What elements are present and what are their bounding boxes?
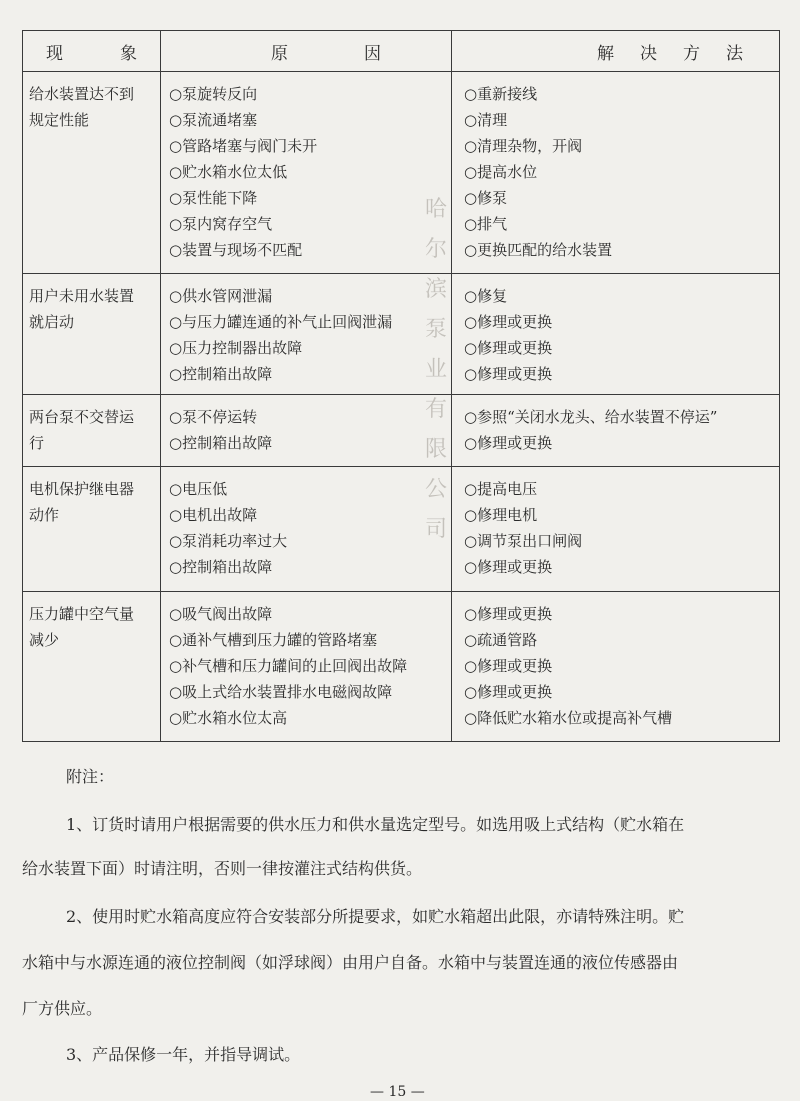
solution-cell: [452, 592, 780, 742]
solution-cell-line: ○修理或更换: [464, 313, 553, 331]
solution-cell-line: ○修理或更换: [464, 558, 553, 576]
watermark-char: 尔: [424, 237, 447, 262]
table-row: [23, 467, 780, 592]
table-row: [23, 592, 780, 742]
symptom-cell: [23, 467, 161, 592]
cause-cell: [161, 395, 452, 467]
solution-cell: [452, 467, 780, 592]
watermark-char: 泵: [424, 317, 447, 342]
solution-cell-line: ○修复: [464, 287, 508, 305]
solution-cell: [452, 395, 780, 467]
cause-cell-line: ○泵内窝存空气: [169, 215, 273, 233]
watermark-char: 哈: [424, 197, 447, 222]
symptom-cell: [23, 395, 161, 467]
table-row: [23, 274, 780, 395]
cause-cell-line: ○管路堵塞与阀门未开: [169, 137, 318, 155]
note-line: 水箱中与水源连通的液位控制阀（如浮球阀）由用户自备。水箱中与装置连通的液位传感器由: [22, 953, 679, 972]
solution-cell-line: ○修理或更换: [464, 605, 553, 623]
cause-cell-line: ○控制箱出故障: [169, 365, 273, 383]
solution-cell-line: ○更换匹配的给水装置: [464, 241, 613, 259]
cause-cell-line: ○泵旋转反向: [169, 85, 258, 103]
solution-cell-line: ○排气: [464, 215, 508, 233]
note-line: 1、订货时请用户根据需要的供水压力和供水量选定型号。如选用吸上式结构（贮水箱在: [66, 815, 685, 834]
cause-cell-line: ○吸上式给水装置排水电磁阀故障: [169, 683, 393, 701]
cause-cell-line: ○补气槽和压力罐间的止回阀出故障: [169, 657, 408, 675]
watermark-char: 司: [424, 517, 447, 542]
cause-cell: [161, 467, 452, 592]
symptom-cell: [23, 592, 161, 742]
watermark-char: 滨: [424, 277, 447, 302]
symptom-cell-line: 电机保护继电器: [29, 480, 135, 498]
cause-cell-line: ○泵流通堵塞: [169, 111, 258, 129]
solution-cell-line: ○修理或更换: [464, 339, 553, 357]
symptom-cell-line: 压力罐中空气量: [29, 605, 135, 623]
symptom-cell: [23, 274, 161, 395]
header-cause: 原 因: [161, 31, 452, 72]
solution-cell-line: ○修泵: [464, 189, 508, 207]
table-row: [23, 72, 780, 274]
symptom-cell-line: 用户未用水装置: [29, 287, 135, 305]
solution-cell-line: ○疏通管路: [464, 631, 538, 649]
cause-cell-line: ○通补气槽到压力罐的管路堵塞: [169, 631, 378, 649]
cause-cell-line: ○泵消耗功率过大: [169, 532, 288, 550]
solution-cell: [452, 274, 780, 395]
solution-cell-line: ○修理或更换: [464, 365, 553, 383]
cause-cell-line: ○泵不停运转: [169, 408, 258, 426]
cause-cell: [161, 72, 452, 274]
cause-cell-line: ○与压力罐连通的补气止回阀泄漏: [169, 313, 393, 331]
watermark-char: 有: [424, 397, 447, 422]
solution-cell-line: ○提高水位: [464, 163, 538, 181]
solution-cell-line: ○重新接线: [464, 85, 538, 103]
solution-cell-line: ○清理: [464, 111, 508, 129]
solution-cell-line: ○修理或更换: [464, 434, 553, 452]
cause-cell: [161, 274, 452, 395]
page-number: — 15 —: [370, 1084, 425, 1100]
cause-cell-line: ○电压低: [169, 480, 228, 498]
cause-cell-line: ○装置与现场不匹配: [169, 241, 303, 259]
cause-cell-line: ○贮水箱水位太高: [169, 709, 288, 727]
table-header-row: [23, 31, 780, 72]
solution-cell: [452, 72, 780, 274]
watermark-char: 业: [424, 357, 447, 382]
note-line: 给水装置下面）时请注明，否则一律按灌注式结构供货。: [22, 859, 423, 878]
solution-cell-line: ○降低贮水箱水位或提高补气槽: [464, 709, 673, 727]
troubleshooting-table: [22, 30, 780, 742]
symptom-cell-line: 动作: [29, 506, 60, 524]
symptom-cell-line: 规定性能: [29, 111, 90, 129]
note-line: 厂方供应。: [22, 999, 103, 1018]
cause-cell-line: ○泵性能下降: [169, 189, 258, 207]
header-solution: 解决方法: [452, 31, 780, 72]
cause-cell: [161, 592, 452, 742]
watermark: [424, 190, 448, 550]
solution-cell-line: ○修理或更换: [464, 657, 553, 675]
cause-cell-line: ○控制箱出故障: [169, 558, 273, 576]
note-line: 3、产品保修一年，并指导调试。: [66, 1045, 301, 1064]
solution-cell-line: ○修理电机: [464, 506, 538, 524]
solution-cell-line: ○清理杂物，开阀: [464, 137, 583, 155]
symptom-cell-line: 减少: [29, 631, 60, 649]
cause-cell-line: ○吸气阀出故障: [169, 605, 273, 623]
header-symptom: 现 象: [23, 31, 161, 72]
watermark-char: 公: [424, 477, 447, 502]
cause-cell-line: ○控制箱出故障: [169, 434, 273, 452]
symptom-cell-line: 给水装置达不到: [29, 85, 135, 103]
symptom-cell-line: 行: [29, 434, 45, 452]
table-row: [23, 395, 780, 467]
watermark-char: 限: [424, 437, 447, 462]
cause-cell-line: ○电机出故障: [169, 506, 258, 524]
cause-cell-line: ○供水管网泄漏: [169, 287, 273, 305]
solution-cell-line: ○调节泵出口闸阀: [464, 532, 583, 550]
solution-cell-line: ○提高电压: [464, 480, 538, 498]
cause-cell-line: ○压力控制器出故障: [169, 339, 303, 357]
solution-cell-line: ○参照“关闭水龙头、给水装置不停运”: [464, 408, 718, 426]
note-line: 2、使用时贮水箱高度应符合安装部分所提要求，如贮水箱超出此限，亦请特殊注明。贮: [66, 907, 685, 926]
symptom-cell-line: 就启动: [29, 313, 75, 331]
solution-cell-line: ○修理或更换: [464, 683, 553, 701]
cause-cell-line: ○贮水箱水位太低: [169, 163, 288, 181]
notes-heading: 附注：: [66, 767, 115, 786]
symptom-cell: [23, 72, 161, 274]
symptom-cell-line: 两台泵不交替运: [29, 408, 135, 426]
